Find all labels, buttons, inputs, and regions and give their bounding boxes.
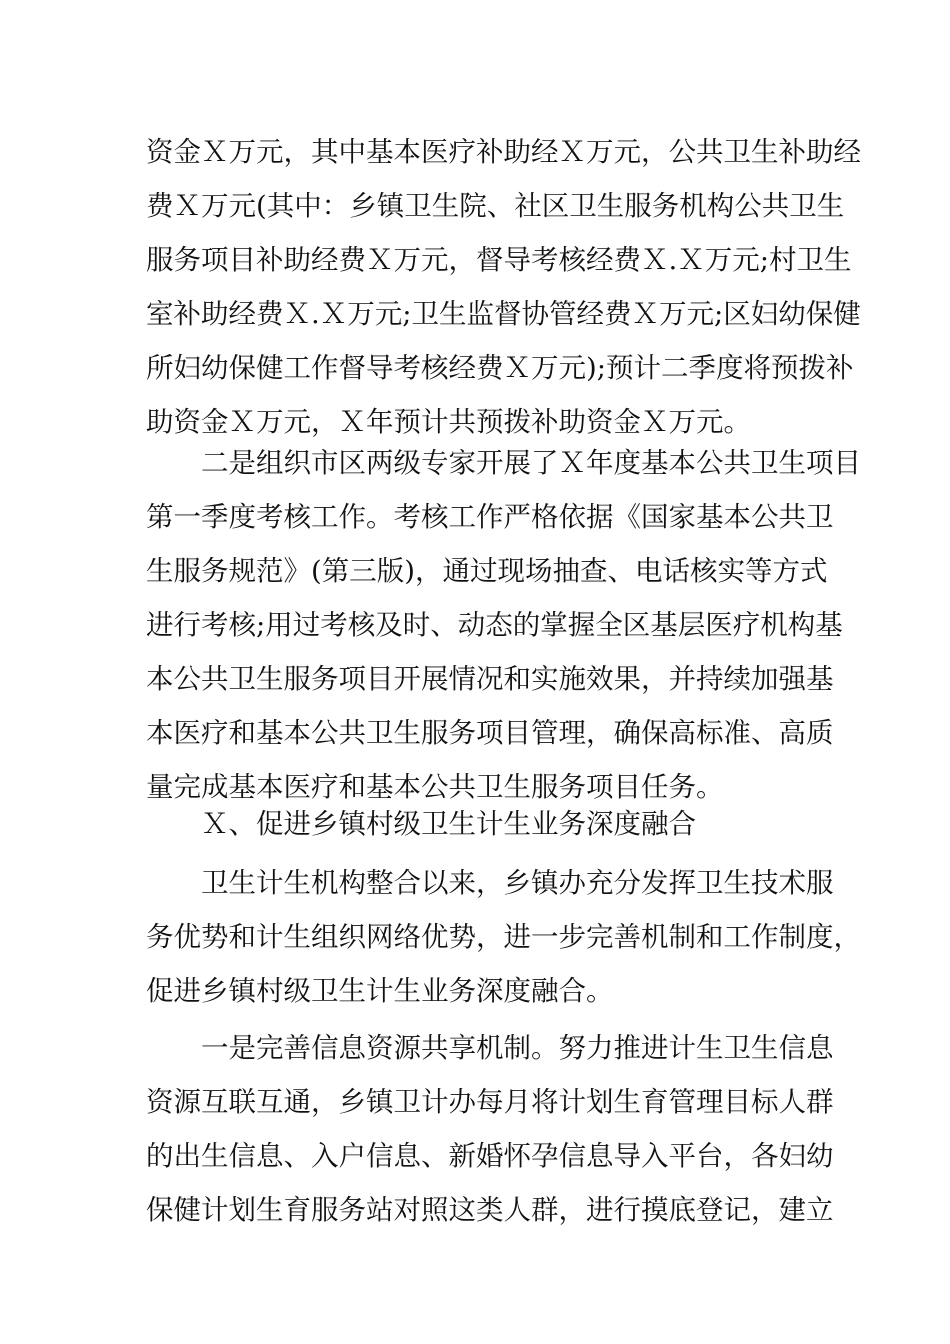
text-line: 保健计划生育服务站对照这类人群，进行摸底登记，建立 xyxy=(146,1194,834,1226)
text-line: 室补助经费Ｘ.Ｘ万元;卫生监督协管经费Ｘ万元;区妇幼保健 xyxy=(146,298,861,330)
text-line: 资源互联互通，乡镇卫计办每月将计划生育管理目标人群 xyxy=(146,1086,834,1118)
text-line: 务优势和计生组织网络优势，进一步完善机制和工作制度， xyxy=(146,921,861,953)
paragraph-funding-continuation xyxy=(146,125,861,449)
text-line: 进行考核;用过考核及时、动态的掌握全区基层医疗机构基 xyxy=(146,609,843,641)
text-line: 卫生计生机构整合以来，乡镇办充分发挥卫生技术服 xyxy=(201,867,834,899)
text-line: 本医疗和基本公共卫生服务项目管理，确保高标准、高质 xyxy=(146,717,834,749)
paragraph-assessment xyxy=(146,436,861,814)
text-line: 量完成基本医疗和基本公共卫生服务项目任务。 xyxy=(146,771,724,803)
paragraph-info-sharing xyxy=(146,1021,834,1237)
text-line: 的出生信息、入户信息、新婚怀孕信息导入平台，各妇幼 xyxy=(146,1140,834,1172)
text-line: 资金Ｘ万元，其中基本医疗补助经Ｘ万元，公共卫生补助经 xyxy=(146,136,861,168)
text-line: 本公共卫生服务项目开展情况和实施效果，并持续加强基 xyxy=(146,663,834,695)
section-heading-text: Ｘ、促进乡镇村级卫生计生业务深度融合 xyxy=(201,808,696,840)
text-line: 促进乡镇村级卫生计生业务深度融合。 xyxy=(146,975,614,1007)
paragraph-integration-intro xyxy=(146,856,861,1018)
text-line: 费Ｘ万元(其中：乡镇卫生院、社区卫生服务机构公共卫生 xyxy=(146,190,845,222)
text-line: 第一季度考核工作。考核工作严格依据《国家基本公共卫 xyxy=(146,501,834,533)
text-line: 生服务规范》(第三版)，通过现场抽查、电话核实等方式 xyxy=(146,555,828,587)
text-line: 助资金Ｘ万元，Ｘ年预计共预拨补助资金Ｘ万元。 xyxy=(146,406,751,438)
text-line: 服务项目补助经费Ｘ万元，督导考核经费Ｘ.Ｘ万元;村卫生 xyxy=(146,244,852,276)
text-line: 一是完善信息资源共享机制。努力推进计生卫生信息 xyxy=(201,1032,834,1064)
text-line: 所妇幼保健工作督导考核经费Ｘ万元);预计二季度将预拨补 xyxy=(146,352,854,384)
text-line: 二是组织市区两级专家开展了Ｘ年度基本公共卫生项目 xyxy=(201,447,861,479)
section-heading xyxy=(146,797,826,851)
